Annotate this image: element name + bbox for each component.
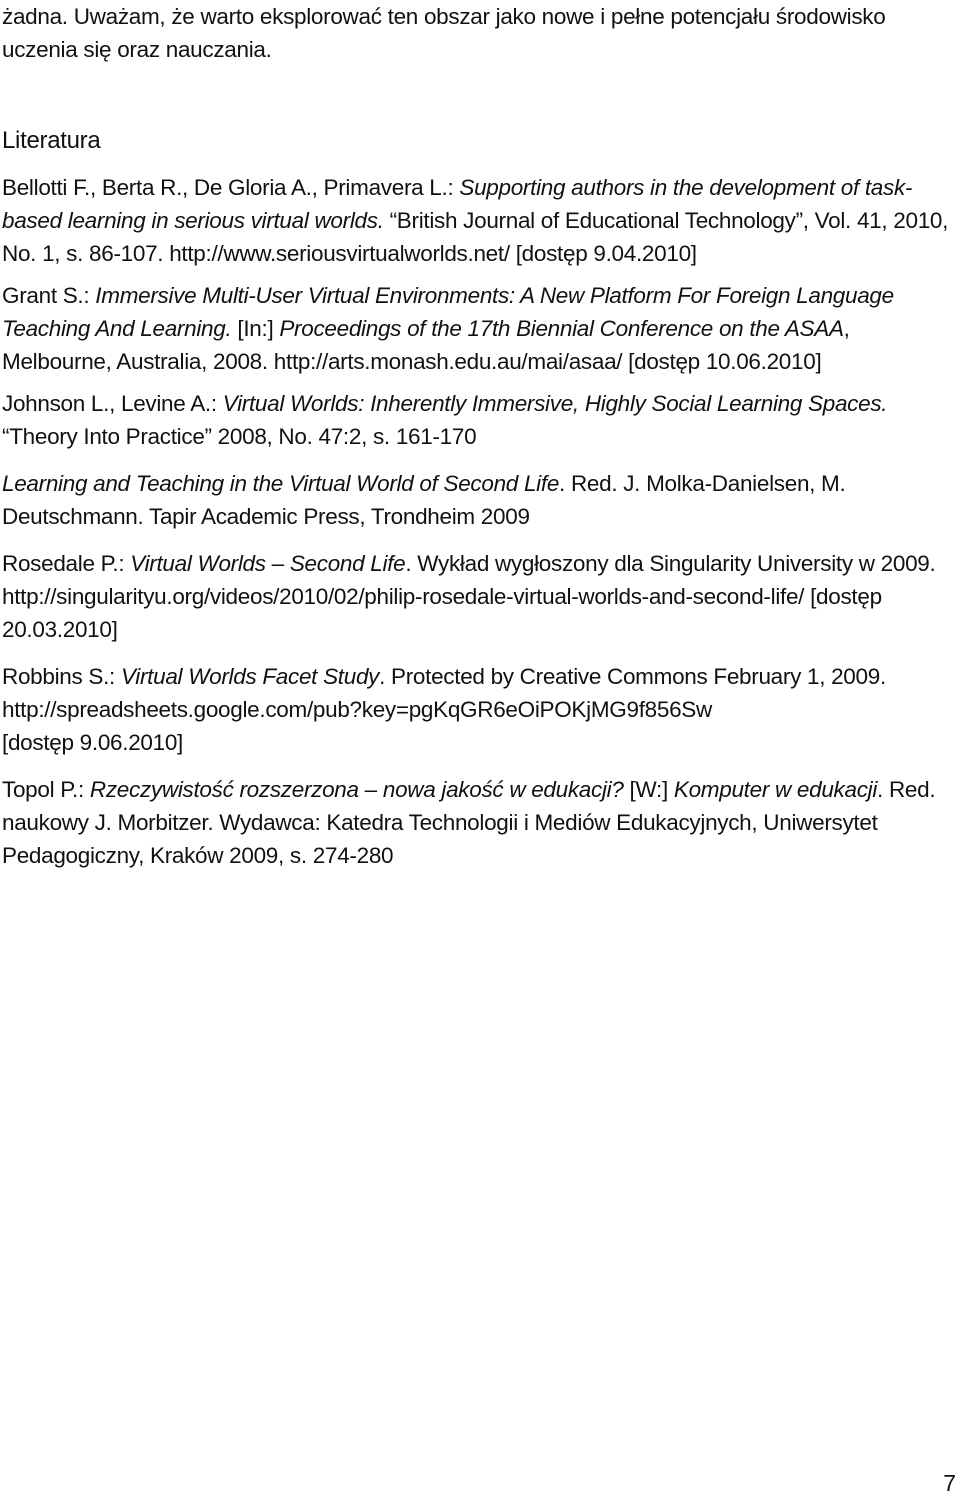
reference-authors: Johnson L., Levine A.: (2, 391, 223, 416)
reference-in-marker: [In:] (231, 316, 280, 341)
reference-title: Immersive Multi-User Virtual Environments: A New Platform For Foreign Language Teaching And Learning. (2, 283, 894, 341)
references-heading: Literatura (2, 127, 101, 154)
reference-title: Virtual Worlds Facet Study (120, 664, 380, 689)
reference-learning-teaching (2, 467, 954, 533)
reference-authors: Grant S.: (2, 283, 96, 308)
reference-details: “British Journal of Educational Technology”, Vol. 41, 2010, No. 1, s. 86-107. http://www.seriousvirtualworlds.net/ [dostęp 9.04.2010] (2, 208, 949, 266)
reference-in-marker: [W:] (623, 777, 674, 802)
reference-bellotti (2, 171, 954, 270)
reference-authors: Rosedale P.: (2, 551, 131, 576)
reference-details: . Wykład wygłoszony dla Singularity University w 2009. http://singularityu.org/videos/2010/02/philip-rosedale-virtual-worlds-and-second-life/ [dostęp 20.03.2010] (2, 551, 936, 642)
reference-details: , Melbourne, Australia, 2008. http://arts.monash.edu.au/mai/asaa/ [dostęp 10.06.2010] (2, 316, 850, 374)
intro-paragraph: żadna. Uważam, że warto eksplorować ten obszar jako nowe i pełne potencjału środowisko uczenia się oraz nauczania. (2, 4, 886, 62)
reference-title: Virtual Worlds: Inherently Immersive, Highly Social Learning Spaces. (222, 391, 888, 416)
page-number: 7 (943, 1470, 956, 1496)
reference-johnson (2, 387, 954, 453)
reference-authors: Topol P.: (2, 777, 90, 802)
reference-title: Learning and Teaching in the Virtual World of Second Life (2, 471, 560, 496)
reference-title: Supporting authors in the development of task-based learning in serious virtual worlds. (2, 175, 913, 233)
reference-title: Rzeczywistość rozszerzona – nowa jakość w edukacji? (89, 777, 624, 802)
reference-details: “Theory Into Practice” 2008, No. 47:2, s. 161-170 (2, 424, 477, 449)
reference-authors: Robbins S.: (2, 664, 121, 689)
reference-title: Virtual Worlds – Second Life (130, 551, 406, 576)
reference-container-title: Komputer w edukacji (673, 777, 878, 802)
reference-authors: Bellotti F., Berta R., De Gloria A., Primavera L.: (2, 175, 460, 200)
page-text (2, 0, 954, 881)
reference-rosedale (2, 547, 954, 646)
reference-access-date: [dostęp 9.06.2010] (2, 730, 184, 755)
reference-container-title: Proceedings of the 17th Biennial Conference on the ASAA (279, 316, 844, 341)
reference-topol (2, 773, 954, 872)
reference-details: . Red. naukowy J. Morbitzer. Wydawca: Katedra Technologii i Mediów Edukacyjnych, Uniwersytet Pedagogiczny, Kraków 2009, s. 274-280 (2, 777, 936, 868)
reference-details: . Protected by Creative Commons February 1, 2009. http://spreadsheets.google.com/pub?key=pgKqGR6eOiPOKjMG9f856Sw (2, 664, 886, 722)
reference-grant (2, 279, 954, 378)
reference-robbins (2, 660, 954, 759)
reference-details: . Red. J. Molka-Danielsen, M. Deutschmann. Tapir Academic Press, Trondheim 2009 (2, 471, 846, 529)
